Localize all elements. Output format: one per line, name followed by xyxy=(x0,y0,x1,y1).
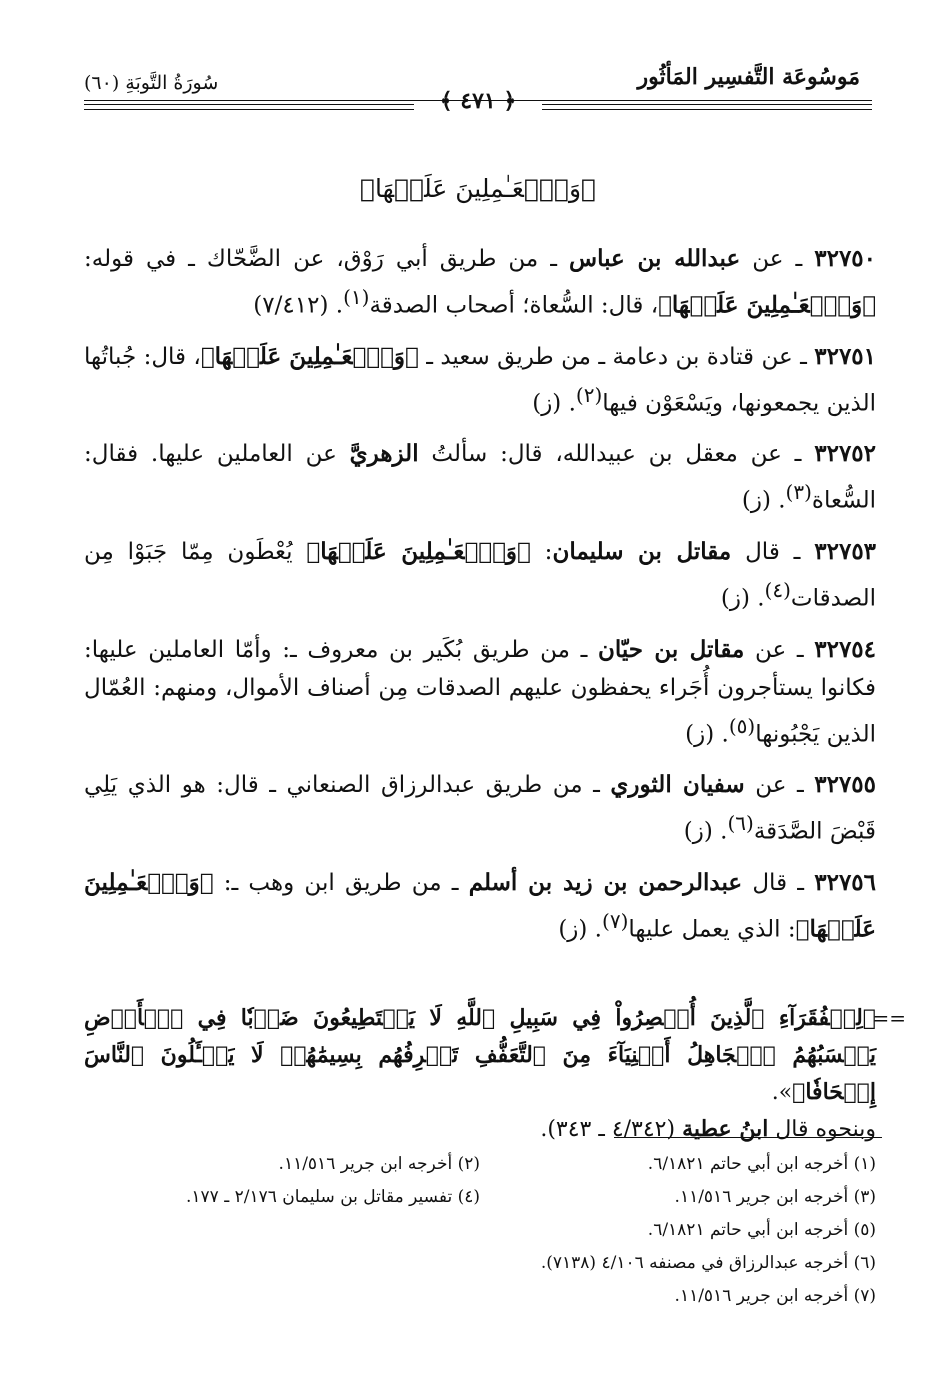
continuation-ref: (٤/٣٤٢ ـ ٣٤٣). xyxy=(540,1117,683,1142)
rule-left xyxy=(84,104,414,110)
narrator-name: عبدالله بن عباس xyxy=(569,245,741,272)
entry-text: ـ قال xyxy=(731,538,801,565)
book-title: مَوسُوعَة التَّفسِير المَأثُور xyxy=(637,64,860,90)
footnote-ref: (٥) xyxy=(728,713,756,738)
entry-text: . (٧/٤١٢) xyxy=(253,292,344,319)
quran-quote: ﴿وَٱلۡعَـٰمِلِينَ عَلَيۡهَا﴾ xyxy=(200,342,419,370)
entry-text: عن العاملين عليها. فقال: السُّعاة xyxy=(84,441,876,514)
entry-text: ، قال: جُباتُها الذين يجمعونها، ويَسْعَوْن فيها xyxy=(84,343,876,417)
footnote-ref: (٤) xyxy=(764,577,791,602)
entry-number: ٣٢٧٥٦ xyxy=(814,868,877,896)
rule-right xyxy=(542,104,872,110)
entry-text: ـ عن xyxy=(744,636,804,663)
entry-32750 xyxy=(84,240,876,325)
entry-32756 xyxy=(84,864,876,949)
narrator-name: عبدالرحمن بن زيد بن أسلم xyxy=(468,868,743,896)
entry-text: ـ عن معقل بن عبيدالله، قال: سألتُ xyxy=(418,441,802,468)
narrator-name: مقاتل بن سليمان xyxy=(552,537,732,565)
footnote-ref: (٧) xyxy=(602,908,629,933)
narrator-name: ابنُ عطية xyxy=(682,1116,769,1142)
entry-number: ٣٢٧٥٣ xyxy=(814,537,877,565)
entry-number: ٣٢٧٥٢ xyxy=(814,440,877,468)
entry-text: : الذي يعمل عليها xyxy=(628,916,796,943)
narrator-name: مقاتل بن حيّان xyxy=(597,635,745,663)
footnote-ref: (٦) xyxy=(727,811,754,836)
entry-number: ٣٢٧٥٤ xyxy=(814,635,877,663)
footnote-ref: (١) xyxy=(343,285,370,309)
entry-number: ٣٢٧٥١ xyxy=(814,342,877,370)
page-number: ﴿ ٤٧١ ﴾ xyxy=(439,88,517,114)
entry-32751 xyxy=(84,338,876,423)
entry-32752 xyxy=(84,435,876,520)
entries-list xyxy=(84,240,876,962)
entry-text: ـ من طريق عبدالرزاق الصنعاني ـ قال: هو الذي يَلِي قَبْضَ الصَّدَقة xyxy=(84,772,876,845)
footnote-ref: (٣) xyxy=(785,480,812,505)
continuation-text: وبنحوه قال xyxy=(768,1117,876,1142)
entry-text: . (ز) xyxy=(532,390,576,417)
surah-label: سُورَةُ التَّوبَةِ (٦٠) xyxy=(84,72,219,94)
footnote-row xyxy=(84,1181,876,1214)
entry-number: ٣٢٧٥٥ xyxy=(814,771,876,799)
continuation-line2 xyxy=(84,1111,876,1148)
continuation-quran xyxy=(84,1000,876,1111)
entry-32754 xyxy=(84,631,876,754)
entry-text: . (ز) xyxy=(558,916,602,943)
footnotes xyxy=(84,1148,876,1313)
continuation-tail: ». xyxy=(771,1080,793,1105)
entry-text: ، قال: السُّعاة؛ أصحاب الصدقة xyxy=(369,292,659,319)
entry-text: . (ز) xyxy=(720,585,765,612)
entry-text: . (ز) xyxy=(683,818,728,845)
footnote-1: (١) أخرجه ابن أبي حاتم ٦/١٨٢١. xyxy=(647,1154,876,1174)
entry-32755 xyxy=(84,766,876,851)
footnote-row xyxy=(84,1148,876,1181)
entry-text: ـ من طريق بُكَير بن معروف ـ: وأمّا العاملين عليها: فكانوا يستأجرون أُجَراء يحفظون عليهم الصدقات مِن أصناف الأموال، ومنهم: العُمّال الذين يَجْبُونها xyxy=(84,636,876,748)
entry-text: : xyxy=(530,538,553,565)
footnote-ref: (٢) xyxy=(575,382,603,407)
quran-quote: ﴿وَٱلۡعَـٰمِلِينَ عَلَيۡهَا﴾ xyxy=(658,291,876,319)
narrator-name: سفيان الثوري xyxy=(610,771,745,799)
entry-text: ـ من طريق أبي رَوْق، عن الضَّحّاك ـ في قوله: xyxy=(84,246,570,272)
footnote-5: (٥) أخرجه ابن أبي حاتم ٦/١٨٢١. xyxy=(647,1220,876,1240)
footnote-7: (٧) أخرجه ابن جرير ١١/٥١٦. xyxy=(674,1286,876,1306)
footnote-continuation xyxy=(84,1000,906,1148)
entry-text: ـ عن قتادة بن دعامة ـ من طريق سعيد ـ xyxy=(418,343,807,370)
quran-quote: ﴿لِلۡفُقَرَآءِ ٱلَّذِينَ أُحۡصِرُواْ فِي سَبِيلِ ٱللَّهِ لَا يَسۡتَطِيعُونَ ضَرۡبٗا فِي ٱلۡأَرۡضِ يَحۡسَبُهُمُ ٱلۡجَاهِلُ أَغۡنِيَآءَ مِنَ ٱلتَّعَفُّفِ تَعۡرِفُهُم بِسِيمَٰهُمۡ لَا يَسۡـَٔلُونَ ٱلنَّاسَ إِلۡحَافٗا﴾ xyxy=(84,1005,876,1105)
verse-title: ﴿وَٱلۡعَـٰمِلِينَ عَلَيۡهَا﴾ xyxy=(359,174,597,203)
footnote-4: (٤) تفسير مقاتل بن سليمان ٢/١٧٦ ـ ١٧٧. xyxy=(186,1187,480,1207)
entry-text: ـ من طريق ابن وهب ـ: xyxy=(213,869,469,896)
entry-32753 xyxy=(84,533,876,618)
entry-text: . (ز) xyxy=(741,487,786,514)
footnote-3: (٣) أخرجه ابن جرير ١١/٥١٦. xyxy=(674,1187,876,1207)
footnote-separator xyxy=(614,1137,882,1138)
entry-text: . (ز) xyxy=(685,721,729,748)
entry-text: ـ عن xyxy=(744,772,804,799)
entry-text: يُعْطَون مِمّا جَبَوْا مِن الصدقات xyxy=(84,538,876,612)
narrator-name: الزهريَّ xyxy=(349,440,419,468)
continuation-mark: == xyxy=(872,1006,906,1030)
entry-number: ٣٢٧٥٠ xyxy=(814,245,877,272)
quran-quote: ﴿وَٱلۡعَـٰمِلِينَ عَلَيۡهَا﴾ xyxy=(306,537,531,565)
footnote-2: (٢) أخرجه ابن جرير ١١/٥١٦. xyxy=(278,1154,480,1174)
quran-quote: ﴿وَٱلۡعَـٰمِلِينَ عَلَيۡهَا﴾ xyxy=(84,868,876,943)
entry-text: ـ عن xyxy=(740,246,803,272)
footnote-6: (٦) أخرجه عبدالرزاق في مصنفه ٤/١٠٦ (٧١٣٨). xyxy=(540,1253,876,1273)
entry-text: ـ قال xyxy=(742,869,805,896)
